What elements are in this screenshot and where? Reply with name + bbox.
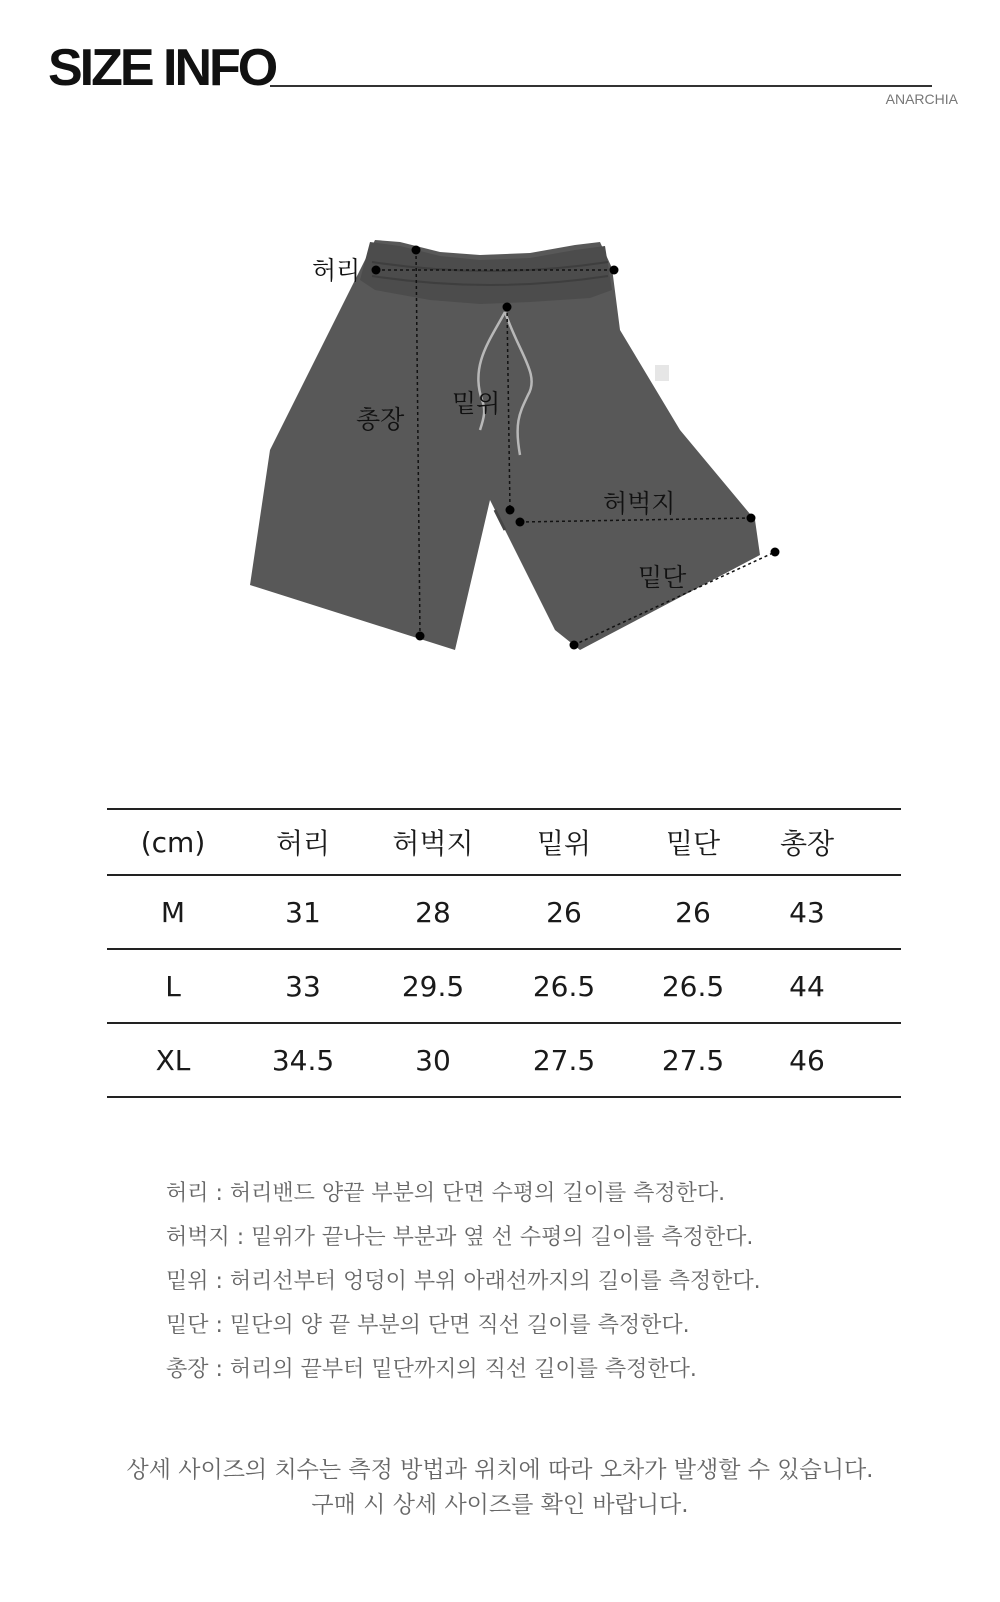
measure-dot bbox=[771, 548, 780, 557]
title-divider bbox=[270, 85, 932, 87]
size-cell: L bbox=[165, 969, 181, 1003]
disclaimer-line: 구매 시 상세 사이즈를 확인 바랍니다. bbox=[311, 1492, 689, 1518]
header-unit: (cm) bbox=[140, 825, 206, 859]
page-title: SIZE INFO bbox=[48, 39, 276, 97]
hem-label: 밑단 bbox=[638, 563, 687, 592]
header-spacer bbox=[857, 809, 901, 875]
measurement-notes bbox=[166, 1172, 761, 1392]
note-waist: 허리 : 허리밴드 양끝 부분의 단면 수평의 길이를 측정한다. bbox=[166, 1181, 726, 1206]
logo-tag-icon bbox=[655, 365, 669, 381]
measure-dot bbox=[416, 632, 425, 641]
rise-label: 밑위 bbox=[452, 389, 501, 418]
waist-label: 허리 bbox=[312, 256, 361, 285]
header-total-length: 총장 bbox=[779, 827, 835, 860]
table-cell: 30 bbox=[415, 1043, 451, 1077]
size-table bbox=[107, 808, 901, 1098]
table-cell: 28 bbox=[415, 895, 451, 929]
size-cell: XL bbox=[155, 1043, 191, 1077]
measure-dot bbox=[372, 266, 381, 275]
table-cell: 34.5 bbox=[271, 1043, 335, 1077]
total-length-label: 총장 bbox=[356, 405, 405, 434]
note-rise: 밑위 : 허리선부터 엉덩이 부위 아래선까지의 길이를 측정한다. bbox=[166, 1269, 761, 1294]
header-waist: 허리 bbox=[275, 827, 331, 860]
note-total-length: 총장 : 허리의 끝부터 밑단까지의 직선 길이를 측정한다. bbox=[166, 1357, 697, 1382]
header-thigh: 허벅지 bbox=[392, 827, 474, 860]
note-hem: 밑단 : 밑단의 양 끝 부분의 단면 직선 길이를 측정한다. bbox=[166, 1313, 690, 1338]
measure-dot bbox=[570, 641, 579, 650]
table-cell: 26 bbox=[675, 895, 711, 929]
disclaimer bbox=[0, 1453, 1000, 1523]
table-row bbox=[107, 1023, 901, 1097]
table-cell: 31 bbox=[285, 895, 321, 929]
brand-name: ANARCHIA bbox=[885, 91, 958, 107]
measure-dot bbox=[412, 246, 421, 255]
table-cell: 26.5 bbox=[661, 969, 725, 1003]
table-row bbox=[107, 875, 901, 949]
table-cell: 27.5 bbox=[661, 1043, 725, 1077]
measure-dot bbox=[503, 303, 512, 312]
size-cell: M bbox=[160, 895, 186, 929]
table-cell: 33 bbox=[285, 969, 321, 1003]
disclaimer-line: 상세 사이즈의 치수는 측정 방법과 위치에 따라 오차가 발생할 수 있습니다. bbox=[126, 1457, 874, 1483]
note-thigh: 허벅지 : 밑위가 끝나는 부분과 옆 선 수평의 길이를 측정한다. bbox=[166, 1225, 754, 1250]
size-table-header bbox=[107, 809, 901, 875]
table-cell: 26 bbox=[546, 895, 582, 929]
measure-dot bbox=[610, 266, 619, 275]
table-cell: 29.5 bbox=[401, 969, 465, 1003]
table-cell: 27.5 bbox=[532, 1043, 596, 1077]
table-cell: 26.5 bbox=[532, 969, 596, 1003]
shorts-measurement-diagram bbox=[0, 190, 1000, 690]
measure-dot bbox=[747, 514, 756, 523]
thigh-label: 허벅지 bbox=[603, 489, 676, 518]
header-rise: 밑위 bbox=[536, 827, 592, 860]
table-cell: 46 bbox=[789, 1043, 825, 1077]
header-hem: 밑단 bbox=[665, 827, 721, 860]
table-row bbox=[107, 949, 901, 1023]
measure-dot bbox=[506, 506, 515, 515]
table-cell: 43 bbox=[789, 895, 825, 929]
measure-dot bbox=[516, 518, 525, 527]
table-cell: 44 bbox=[789, 969, 825, 1003]
